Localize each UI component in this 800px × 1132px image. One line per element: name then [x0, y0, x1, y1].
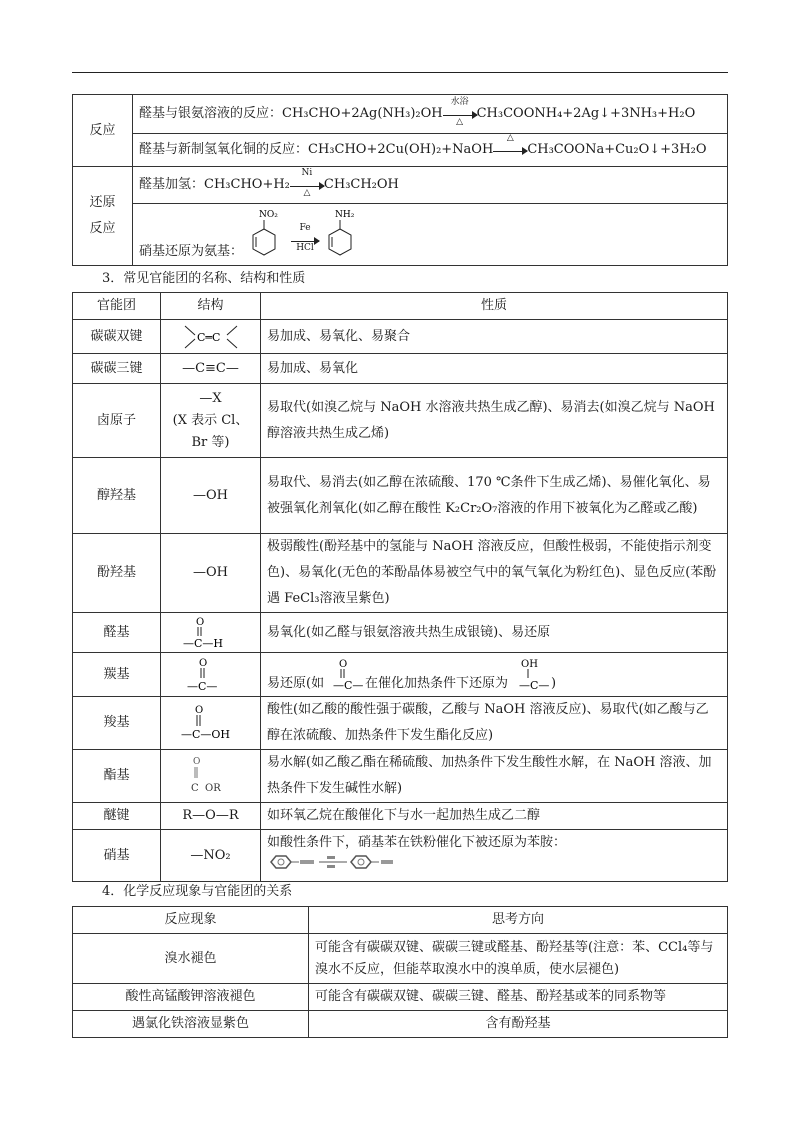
- property-text: 如酸性条件下，硝基苯在铁粉催化下被还原为苯胺：: [267, 835, 567, 850]
- aniline-icon: [325, 207, 359, 263]
- table-row: [73, 934, 728, 984]
- table-row: [73, 354, 728, 384]
- group-name: 酯基: [73, 750, 161, 803]
- arrow-condition-above: Fe: [299, 222, 311, 233]
- property-text: 易还原(如: [267, 675, 325, 691]
- equation-reactants: CH₃CHO+H₂: [204, 177, 290, 192]
- reaction-arrow: [291, 222, 319, 253]
- group-property: 易取代、易消去(如乙醇在浓硫酸、170 ℃条件下生成乙烯)、易催化氧化、易被强氧化剂氧化(如乙醇在酸性 K₂Cr₂O₇溶液的作用下被氧化为乙醛或乙酸): [261, 458, 728, 534]
- equation-products: CH₃CH₂OH: [323, 177, 399, 192]
- column-header: 结构: [161, 293, 261, 320]
- carbonyl-structure-icon: [181, 656, 241, 694]
- group-structure: [161, 697, 261, 750]
- svg-text:C OR: C OR: [190, 783, 221, 794]
- group-structure: —NO₂: [161, 830, 261, 882]
- group-structure: [161, 320, 261, 354]
- alkene-structure-icon: [183, 322, 239, 352]
- reaction-arrow: [493, 132, 527, 157]
- svg-text:O: O: [194, 705, 203, 716]
- group-name: 醇羟基: [73, 458, 161, 534]
- reaction-arrow: [290, 167, 324, 198]
- svg-text:—C—H: —C—H: [182, 636, 223, 650]
- group-name: 醛基: [73, 613, 161, 653]
- group-property: 易氧化(如乙醛与银氨溶液共热生成银镜)、易还原: [261, 613, 728, 653]
- arrow-condition-below: △: [303, 187, 311, 198]
- svg-text:—C—OH: —C—OH: [180, 728, 230, 741]
- group-name: 醚键: [73, 803, 161, 830]
- svg-text:—C—: —C—: [186, 679, 217, 693]
- equation-label: 醛基加氢：: [139, 177, 205, 192]
- group-property: 易加成、易氧化: [261, 354, 728, 384]
- equation-label: 醛基与新制氢氧化铜的反应：: [139, 142, 309, 157]
- carboxyl-structure-icon: [179, 703, 243, 743]
- equation-reactants: CH₃CHO+2Cu(OH)₂+NaOH: [308, 142, 494, 157]
- svg-text:—C—: —C—: [519, 678, 550, 692]
- equation-products: CH₃COONa+Cu₂O↓+3H₂O: [527, 142, 707, 157]
- table-row: [73, 653, 728, 697]
- group-structure: [161, 613, 261, 653]
- equation-label: 硝基还原为氨基：: [139, 243, 244, 259]
- equation-products: CH₃COONH₄+2Ag↓+3NH₃+H₂O: [476, 106, 696, 121]
- column-header: 官能团: [73, 293, 161, 320]
- direction-cell: 含有酚羟基: [309, 1011, 728, 1038]
- section-heading-4: 4．化学反应现象与官能团的关系: [102, 884, 293, 899]
- ketone-icon: [333, 657, 367, 693]
- svg-text:OH: OH: [521, 658, 538, 670]
- table-row: [73, 613, 728, 653]
- category-cell: 还原 反应: [73, 167, 133, 266]
- reaction-table: [72, 94, 728, 266]
- functional-group-table: [72, 292, 728, 882]
- group-property: [261, 653, 728, 697]
- table-row: [73, 697, 728, 750]
- nitrobenzene-reduction-scheme-icon: [267, 853, 417, 871]
- group-name: 碳碳双键: [73, 320, 161, 354]
- group-property: [261, 830, 728, 882]
- group-structure: [161, 653, 261, 697]
- group-property: 易水解(如乙酸乙酯在稀硫酸、加热条件下发生酸性水解，在 NaOH 溶液、加热条件下发生碱性水解): [261, 750, 728, 803]
- arrow-condition-above: △: [506, 132, 514, 143]
- arrow-condition-below: △: [456, 116, 464, 127]
- table-row: [73, 803, 728, 830]
- group-structure: R—O—R: [161, 803, 261, 830]
- group-name: 羰基: [73, 653, 161, 697]
- table-row: [73, 384, 728, 458]
- table-row: [73, 1011, 728, 1038]
- arrow-condition-above: 水浴: [450, 96, 469, 107]
- svg-text:O: O: [195, 616, 204, 628]
- table-row: [73, 830, 728, 882]
- svg-text:O: O: [192, 757, 200, 767]
- group-name: 卤原子: [73, 384, 161, 458]
- section-heading-3: 3．常见官能团的名称、结构和性质: [102, 271, 306, 286]
- ester-structure-icon: [179, 754, 243, 798]
- group-property: 易取代(如溴乙烷与 NaOH 水溶液共热生成乙醇)、易消去(如溴乙烷与 NaOH 醇溶液共热生成乙烯): [261, 384, 728, 458]
- phenomenon-cell: 酸性高锰酸钾溶液褪色: [73, 984, 309, 1011]
- arrow-condition-below: HCl: [296, 242, 314, 253]
- group-name: 硝基: [73, 830, 161, 882]
- direction-cell: 可能含有碳碳双键、碳碳三键或醛基、酚羟基等(注意：苯、CCl₄等与溴水不反应，但能萃取溴水中的溴单质，使水层褪色): [309, 934, 728, 984]
- category-cell: 反应: [73, 95, 133, 167]
- alcohol-icon: [519, 657, 553, 693]
- group-structure: —X (X 表示 Cl、 Br 等): [161, 384, 261, 458]
- table-row: [73, 458, 728, 534]
- reaction-arrow: [443, 96, 477, 127]
- aldehyde-structure-icon: [181, 615, 241, 651]
- table-row: [73, 320, 728, 354]
- property-text: ): [551, 675, 557, 691]
- property-text: 在催化加热条件下还原为: [365, 675, 509, 691]
- svg-text:—C—: —C—: [333, 678, 364, 692]
- group-structure: [161, 750, 261, 803]
- arrow-condition-above: Ni: [301, 167, 313, 178]
- direction-cell: 可能含有碳碳双键、碳碳三键、醛基、酚羟基或苯的同系物等: [309, 984, 728, 1011]
- group-property: 如环氧乙烷在酸催化下与水一起加热生成乙二醇: [261, 803, 728, 830]
- reaction-phenomenon-table: [72, 906, 728, 1038]
- equation-cell: [133, 167, 728, 204]
- equation-reactants: CH₃CHO+2Ag(NH₃)₂OH: [282, 106, 443, 121]
- group-structure: —OH: [161, 458, 261, 534]
- group-property: 酸性(如乙酸的酸性强于碳酸，乙酸与 NaOH 溶液反应)、易取代(如乙酸与乙醇在浓硫酸、加热条件下发生酯化反应): [261, 697, 728, 750]
- svg-text:NO₂: NO₂: [259, 209, 278, 220]
- header-rule: [72, 72, 728, 73]
- group-structure: —C≡C—: [161, 354, 261, 384]
- group-property: 易加成、易氧化、易聚合: [261, 320, 728, 354]
- column-header: 性质: [261, 293, 728, 320]
- group-property: 极弱酸性(酚羟基中的氢能与 NaOH 溶液反应，但酸性极弱，不能使指示剂变色)、易氧化(无色的苯酚晶体易被空气中的氧气氧化为粉红色)、显色反应(苯酚遇 FeCl₃溶液呈紫色): [261, 534, 728, 613]
- phenomenon-cell: 溴水褪色: [73, 934, 309, 984]
- group-name: 碳碳三键: [73, 354, 161, 384]
- equation-cell: [133, 204, 728, 266]
- group-structure: —OH: [161, 534, 261, 613]
- column-header: 反应现象: [73, 907, 309, 934]
- svg-text:NH₂: NH₂: [335, 209, 355, 220]
- table-row: [73, 984, 728, 1011]
- phenomenon-cell: 遇氯化铁溶液显紫色: [73, 1011, 309, 1038]
- nitrobenzene-icon: [249, 207, 283, 263]
- group-name: 酚羟基: [73, 534, 161, 613]
- svg-text:O: O: [339, 658, 348, 670]
- table-row: [73, 750, 728, 803]
- table-row: [73, 534, 728, 613]
- column-header: 思考方向: [309, 907, 728, 934]
- equation-cell: [133, 134, 728, 167]
- group-name: 羧基: [73, 697, 161, 750]
- equation-label: 醛基与银氨溶液的反应：: [139, 106, 283, 121]
- equation-cell: [133, 95, 728, 134]
- svg-text:O: O: [198, 657, 207, 669]
- svg-text:C═C: C═C: [196, 330, 220, 344]
